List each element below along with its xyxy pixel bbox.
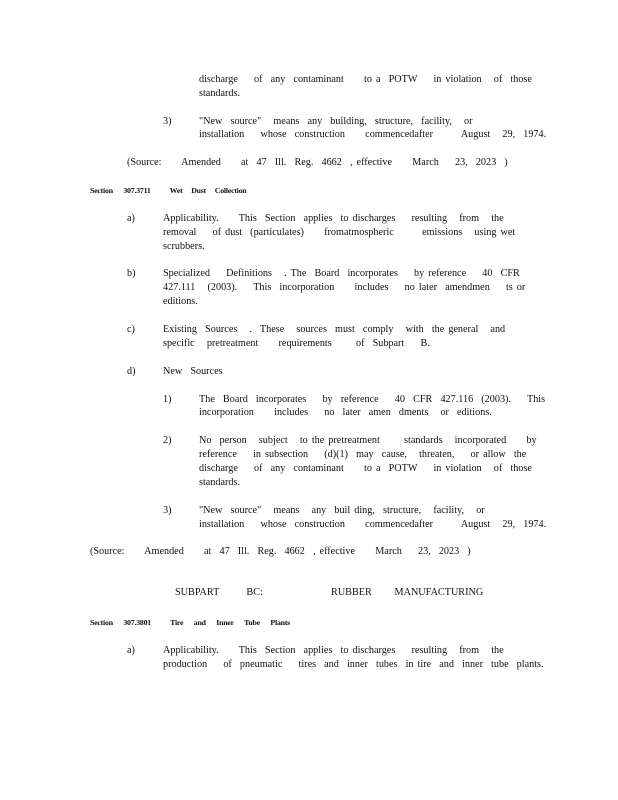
section-3711-b-label: b) xyxy=(127,268,136,279)
item3-line2: installation whose construction commencedafter August 29, 1974. xyxy=(199,129,547,140)
section-3711-heading: Section 307.3711 Wet Dust Collection xyxy=(90,186,247,195)
item3-line1: "New source" means any building, structure, facility, or xyxy=(199,116,473,127)
section-3711-b-line3: editions. xyxy=(163,296,198,307)
section-3801-heading: Section 307.3801 Tire and Inner Tube Plants xyxy=(90,618,291,627)
section-3711-d1-label: 1) xyxy=(163,394,172,405)
item2-continuation-line2: standards. xyxy=(199,88,241,99)
section-3711-b-line2: 427.111 (2003). This incorporation includes no later amendmen ts or xyxy=(163,282,526,293)
section-3711-d-label: d) xyxy=(127,366,136,377)
section-3711-d2-line3: discharge of any contaminant to a POTW in violation of those xyxy=(199,463,532,474)
item2-continuation-line1: discharge of any contaminant to a POTW in violation of those xyxy=(199,74,532,85)
section-3711-d2-label: 2) xyxy=(163,435,172,446)
section-3801-a-line2: production of pneumatic tires and inner tubes in tire and inner tube plants. xyxy=(163,659,544,670)
subpart-heading: SUBPART BC: RUBBER MANUFACTURING xyxy=(175,587,484,598)
section-3711-c-line1: Existing Sources . These sources must comply with the general and xyxy=(163,324,506,335)
section-3711-d2-line2: reference in subsection (d)(1) may cause, threaten, or allow the xyxy=(199,449,527,460)
section-3711-a-line1: Applicability. This Section applies to discharges resulting from the xyxy=(163,213,504,224)
section-3711-d3-line1: "New source" means any buil ding, structure, facility, or xyxy=(199,505,485,516)
section-3711-d3-line2: installation whose construction commencedafter August 29, 1974. xyxy=(199,519,547,530)
section-3711-a-line3: scrubbers. xyxy=(163,241,205,252)
section-3801-a-line1: Applicability. This Section applies to discharges resulting from the xyxy=(163,645,504,656)
section-3711-d2-line4: standards. xyxy=(199,477,241,488)
source-note-1: (Source: Amended at 47 Ill. Reg. 4662 , effective March 23, 2023 ) xyxy=(127,157,508,168)
section-3711-a-label: a) xyxy=(127,213,135,224)
section-3711-d-title: New Sources xyxy=(163,366,223,377)
section-3711-d2-line1: No person subject to the pretreatment standards incorporated by xyxy=(199,435,537,446)
section-3711-c-label: c) xyxy=(127,324,135,335)
section-3711-c-line2: specific pretreatment requirements of Subpart B. xyxy=(163,338,430,349)
section-3711-b-line1: Specialized Definitions . The Board incorporates by reference 40 CFR xyxy=(163,268,520,279)
section-3711-a-line2: removal of dust (particulates) fromatmospheric emissions using wet xyxy=(163,227,516,238)
section-3711-d1-line2: incorporation includes no later amen dments or editions. xyxy=(199,407,492,418)
section-3711-d3-label: 3) xyxy=(163,505,172,516)
section-3801-a-label: a) xyxy=(127,645,135,656)
item3-label: 3) xyxy=(163,116,172,127)
section-3711-d1-line1: The Board incorporates by reference 40 CFR 427.116 (2003). This xyxy=(199,394,546,405)
source-note-2: (Source: Amended at 47 Ill. Reg. 4662 , effective March 23, 2023 ) xyxy=(90,546,471,557)
